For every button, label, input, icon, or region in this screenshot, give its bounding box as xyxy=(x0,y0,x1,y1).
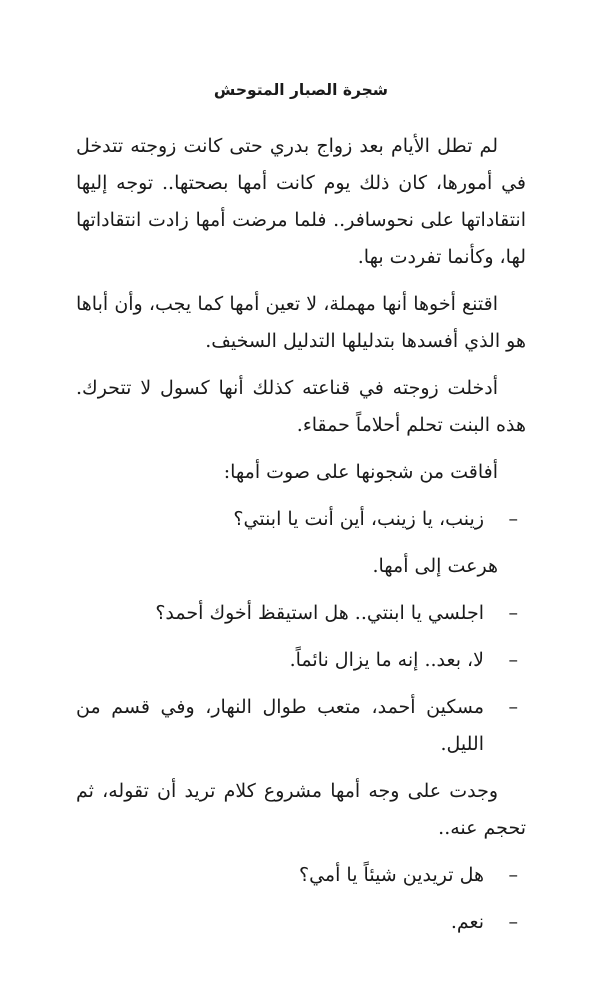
dialogue-line xyxy=(76,595,526,632)
dialogue-text: زينب، يا زينب، أين أنت يا ابنتي؟ xyxy=(233,508,484,530)
paragraph: وجدت على وجه أمها مشروع كلام تريد أن تقوله، ثم تحجم عنه.. xyxy=(76,780,526,839)
dialogue-dash: – xyxy=(508,508,518,530)
dialogue-dash: – xyxy=(508,864,518,886)
book-page xyxy=(76,78,526,951)
dialogue-dash: – xyxy=(508,696,518,718)
dialogue-line xyxy=(76,501,526,538)
paragraph: أفاقت من شجونها على صوت أمها: xyxy=(223,461,498,483)
paragraph: لم تطل الأيام بعد زواج بدري حتى كانت زوجته تتدخل في أمورها، كان ذلك يوم كانت أمها بصحتها.. توجه إليها انتقاداتها على نحوسافر.. فلما مرضت أمها زادت انتقاداتها لها، وكأنما تفردت بها. xyxy=(76,135,526,268)
dialogue-text: اجلسي يا ابنتي.. هل استيقظ أخوك أحمد؟ xyxy=(155,602,484,624)
dialogue-line xyxy=(76,689,526,763)
paragraph: أدخلت زوجته في قناعته كذلك أنها كسول لا تتحرك. هذه البنت تحلم أحلاماً حمقاء. xyxy=(76,377,526,436)
chapter-title: شجرة الصبار المتوحش xyxy=(213,81,389,99)
dialogue-text: مسكين أحمد، متعب طوال النهار، وفي قسم من الليل. xyxy=(76,696,484,755)
dialogue-text: هل تريدين شيئاً يا أمي؟ xyxy=(299,864,484,886)
dialogue-line xyxy=(76,904,526,941)
paragraph: هرعت إلى أمها. xyxy=(372,555,498,577)
dialogue-dash: – xyxy=(508,649,518,671)
dialogue-line xyxy=(76,642,526,679)
dialogue-dash: – xyxy=(508,911,518,933)
dialogue-text: لا، بعد.. إنه ما يزال نائماً. xyxy=(289,649,484,671)
dialogue-text: نعم. xyxy=(450,911,484,933)
dialogue-line xyxy=(76,857,526,894)
paragraph: اقتنع أخوها أنها مهملة، لا تعين أمها كما يجب، وأن أباها هو الذي أفسدها بتدليلها التدليل السخيف. xyxy=(76,293,526,352)
dialogue-dash: – xyxy=(508,602,518,624)
